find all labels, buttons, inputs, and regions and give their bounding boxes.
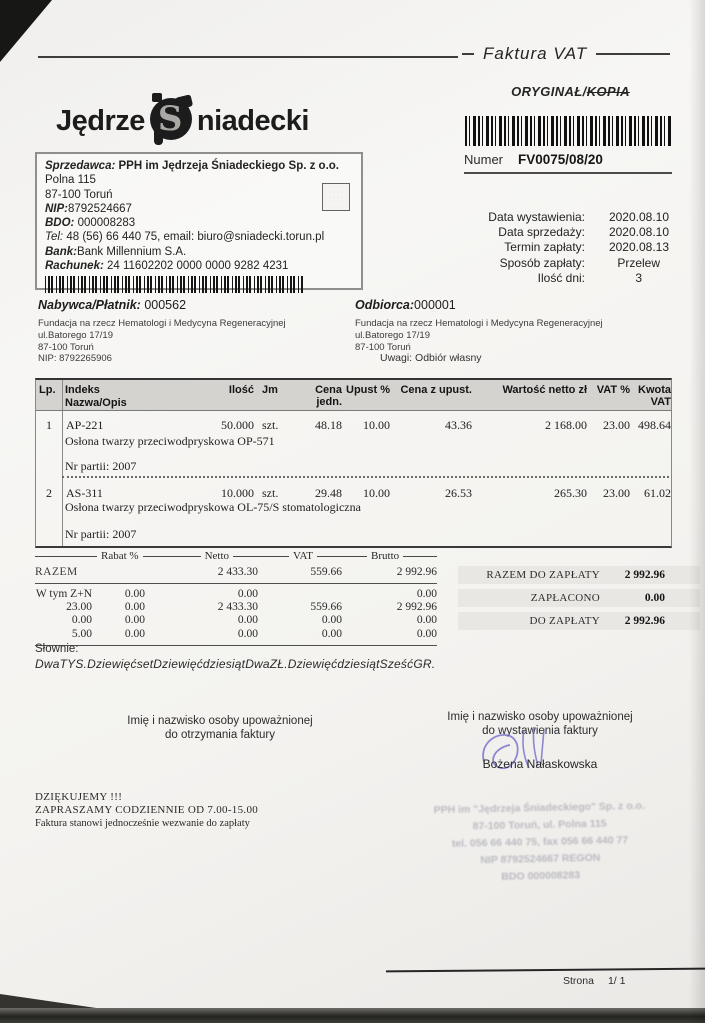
col-discount: Upust % <box>346 384 390 396</box>
copy-type-kopia-struck: KOPIA <box>586 84 630 99</box>
col-price: Cena jedn. <box>315 384 342 408</box>
item-vat-amount: 498.64 <box>638 418 671 432</box>
signature-block-receiver <box>95 714 345 742</box>
handwritten-signature <box>468 722 592 784</box>
item-price: 48.18 <box>315 418 342 432</box>
item-qty: 50.000 <box>221 418 254 432</box>
buyer-address-line: ul.Batorego 17/19 <box>38 329 114 341</box>
buyer-code: 000562 <box>144 298 187 312</box>
sum-rate: 23.00 <box>66 601 92 614</box>
invoice-number-label: Numer <box>464 152 504 167</box>
buyer-address-line: Fundacja na rzecz Hematologi i Medycyna Regeneracyjnej <box>38 318 286 329</box>
logo-text-left: Jędrze <box>56 104 145 137</box>
page-footer-rule <box>386 968 705 973</box>
scan-corner-artifact <box>0 0 52 62</box>
sum-col-vat: VAT <box>293 550 314 562</box>
sum-rate: 0.00 <box>71 614 92 627</box>
document-title: Faktura VAT <box>483 44 588 63</box>
logo-text-right: niadecki <box>196 104 309 137</box>
stamp-line: PPH im "Jędrzeja Śniadeckiego" Sp. z o.o. <box>433 799 646 817</box>
col-vat-rate: VAT % <box>596 384 630 396</box>
sum-netto: 0.00 <box>237 614 258 627</box>
to-pay-value: 2 992.96 <box>624 615 665 627</box>
seller-bank: Bank Millennium S.A. <box>76 245 187 258</box>
meta-label-payment-method: Sposób zapłaty: <box>499 255 585 270</box>
seller-street: Polna 115 <box>45 174 96 187</box>
item-net: 265.30 <box>554 486 587 500</box>
invoice-number-barcode <box>465 116 671 146</box>
sum-netto: 0.00 <box>237 627 258 640</box>
paid-value: 0.00 <box>644 592 665 604</box>
to-pay-row <box>458 612 700 630</box>
remarks-label: Uwagi: <box>380 352 413 364</box>
recipient-address-line: ul.Batorego 17/19 <box>355 329 431 341</box>
footer-thanks: DZIĘKUJEMY !!! <box>35 791 123 803</box>
sum-rate: 5.00 <box>71 627 92 640</box>
buyer-address <box>38 318 286 365</box>
stamp-line: 87-100 Toruń, ul. Polna 115 <box>472 817 607 833</box>
item-unit: szt. <box>262 418 279 432</box>
col-net: Wartość netto zł <box>502 384 587 396</box>
item-vat-rate: 23.00 <box>603 418 630 432</box>
scan-edge-artifact <box>0 1008 705 1023</box>
sum-rabat: 0.00 <box>124 614 145 627</box>
sum-rate-rows <box>35 588 437 641</box>
item-discount: 10.00 <box>363 418 390 432</box>
copy-type-label <box>468 84 673 99</box>
sum-rabat: 0.00 <box>124 588 145 600</box>
vat-summary-table <box>35 550 437 646</box>
total-due-row <box>458 566 700 584</box>
footer-hours: ZAPRASZAMY CODZIENNIE OD 7.00-15.00 <box>35 804 259 816</box>
company-stamp <box>417 797 663 887</box>
seller-bdo-label: BDO: <box>45 217 75 230</box>
recipient-header <box>355 298 456 312</box>
title-dash-right <box>596 53 670 55</box>
invoice-meta-block <box>420 210 669 286</box>
col-unit: Jm <box>262 384 278 396</box>
sig-receiver-line1: Imię i nazwisko osoby upoważnionej <box>127 715 313 727</box>
recipient-address <box>355 318 603 353</box>
sum-rate-row <box>35 614 437 627</box>
page-number-value: 1/ 1 <box>607 975 626 987</box>
sum-rate-row <box>35 588 437 601</box>
item-lp: 2 <box>46 486 52 500</box>
item-batch: Nr partii: 2007 <box>65 459 137 473</box>
meta-label-days: Ilość dni: <box>537 270 585 285</box>
table-row <box>36 478 671 548</box>
remarks-row <box>380 352 482 364</box>
seller-bank-label: Bank: <box>45 245 77 258</box>
meta-label-due-date: Termin zapłaty: <box>504 240 585 255</box>
top-rule <box>38 56 458 58</box>
scan-shadow <box>689 0 705 1023</box>
company-logo <box>56 96 309 146</box>
seller-account: 24 11602202 0000 0000 9282 4231 <box>107 260 289 273</box>
stamp-line: tel. 056 66 440 75, fax 056 66 440 77 <box>451 834 629 850</box>
to-pay-label: DO ZAPŁATY <box>529 615 600 627</box>
title-dash-left <box>462 53 474 55</box>
seller-info-box <box>35 152 363 290</box>
col-qty: Ilość <box>228 384 254 396</box>
seller-label: Sprzedawca: <box>45 160 116 172</box>
remarks-value: Odbiór własny <box>415 352 482 364</box>
item-lp: 1 <box>46 418 52 432</box>
footer-note: Faktura stanowi jednocześnie wezwanie do zapłaty <box>35 818 250 829</box>
col-vat-amount: Kwota VAT <box>638 384 671 408</box>
sum-vat: 559.66 <box>310 601 342 614</box>
document-title-row <box>462 44 670 64</box>
meta-value-issue-date: 2020.08.10 <box>608 210 669 224</box>
page-number-label: Strona <box>563 975 594 987</box>
recipient-label: Odbiorca: <box>355 298 415 312</box>
seller-account-label: Rachunek: <box>45 260 104 273</box>
sum-col-brutto: Brutto <box>371 550 400 562</box>
sum-razem-row <box>35 565 437 579</box>
sum-netto: 0.00 <box>237 588 258 600</box>
meta-label-sale-date: Data sprzedaży: <box>498 225 585 240</box>
item-price-disc: 26.53 <box>445 486 472 500</box>
item-index: AS-311 <box>66 486 103 500</box>
logo-monogram-icon: S <box>146 96 196 146</box>
item-qty: 10.000 <box>221 486 254 500</box>
sum-rate-row <box>35 601 437 614</box>
item-batch: Nr partii: 2007 <box>65 527 137 541</box>
in-words-label: Słownie: <box>35 643 79 655</box>
meta-value-sale-date: 2020.08.10 <box>608 225 669 240</box>
invoice-number-value: FV0075/08/20 <box>518 152 603 167</box>
items-table-header <box>35 378 672 411</box>
seller-name: PPH im Jędrzeja Śniadeckiego Sp. z o.o. <box>118 160 339 172</box>
col-name: Nazwa/Opis <box>65 397 127 409</box>
item-net: 2 168.00 <box>545 418 587 432</box>
sum-col-rabat: Rabat % <box>101 550 139 562</box>
seller-bdo: 000008283 <box>77 217 136 230</box>
sum-rate: W tym Z+N <box>35 588 92 600</box>
recipient-code: 000001 <box>414 298 456 312</box>
sig-issuer-line2: do wystawienia faktury <box>482 725 598 737</box>
sum-razem-vat: 559.66 <box>310 566 342 578</box>
buyer-header <box>38 298 186 312</box>
seller-tel: 48 (56) 66 440 75, email: biuro@sniadecki.torun.pl <box>66 231 325 244</box>
col-index: Indeks <box>65 384 100 396</box>
buyer-address-line: 87-100 Toruń <box>38 341 94 353</box>
issuer-name: Bożena Nałaskowska <box>482 757 598 771</box>
seller-tel-label: Tel: <box>45 231 64 244</box>
sum-col-netto: Netto <box>204 550 230 562</box>
item-price: 29.48 <box>315 486 342 500</box>
qr-code <box>323 184 349 210</box>
sum-vat: 0.00 <box>321 614 342 627</box>
sum-razem-netto: 2 433.30 <box>217 566 258 578</box>
meta-value-due-date: 2020.08.13 <box>608 240 669 255</box>
seller-barcode <box>45 276 303 293</box>
sum-rabat: 0.00 <box>124 627 145 640</box>
stamp-line: NIP 8792524667 REGON <box>480 851 601 867</box>
recipient-address-line: 87-100 Toruń <box>355 341 411 353</box>
item-name: Osłona twarzy przeciwodpryskowa OL-75/S stomatologiczna <box>65 500 361 514</box>
total-due-value: 2 992.96 <box>624 569 665 581</box>
meta-value-days: 3 <box>635 270 642 285</box>
copy-type-original: ORYGINAŁ/ <box>511 84 587 99</box>
sum-brutto: 0.00 <box>416 614 437 627</box>
sig-issuer-line1: Imię i nazwisko osoby upoważnionej <box>447 711 633 723</box>
sum-rate-row <box>35 628 437 641</box>
vat-summary-header <box>35 550 437 562</box>
seller-nip-label: NIP: <box>45 202 68 215</box>
seller-nip: 8792524667 <box>68 202 132 215</box>
recipient-address-line: Fundacja na rzecz Hematologi i Medycyna Regeneracyjnej <box>355 318 603 329</box>
item-name: Osłona twarzy przeciwodpryskowa OP-571 <box>65 434 275 448</box>
sum-netto: 2 433.30 <box>217 601 258 614</box>
paid-row <box>458 589 700 607</box>
table-row <box>36 411 671 478</box>
meta-label-issue-date: Data wystawienia: <box>488 210 585 224</box>
seller-city: 87-100 Toruń <box>45 188 113 201</box>
sum-brutto: 2 992.96 <box>396 601 437 614</box>
sum-rabat: 0.00 <box>124 601 145 614</box>
item-discount: 10.00 <box>363 486 390 500</box>
item-unit: szt. <box>262 486 279 500</box>
item-index: AP-221 <box>66 418 104 432</box>
in-words-text: DwaTYS.DziewięćsetDziewięćdziesiątDwaZŁ.DziewięćdziesiątSześćGR. <box>35 657 436 671</box>
items-table-body <box>35 411 672 548</box>
sum-vat <box>258 588 342 601</box>
col-lp: Lp. <box>39 384 56 396</box>
totals-box <box>458 566 700 635</box>
sum-vat: 0.00 <box>321 627 342 640</box>
item-vat-amount: 61.02 <box>644 486 671 500</box>
buyer-nip: NIP: 8792265906 <box>38 353 112 365</box>
sum-razem-brutto: 2 992.96 <box>396 566 437 578</box>
sum-razem-label: RAZEM <box>35 566 78 578</box>
stamp-line: BDO 000008283 <box>501 869 581 883</box>
item-price-disc: 43.36 <box>445 418 472 432</box>
total-due-label: RAZEM DO ZAPŁATY <box>486 569 600 581</box>
col-price-disc: Cena z upust. <box>400 384 472 396</box>
paid-label: ZAPŁACONO <box>530 592 600 604</box>
sum-brutto: 0.00 <box>416 627 437 640</box>
item-vat-rate: 23.00 <box>603 486 630 500</box>
page-number <box>563 975 625 987</box>
meta-value-payment-method: Przelew <box>617 255 660 270</box>
sig-receiver-line2: do otrzymania faktury <box>165 729 275 741</box>
buyer-label: Nabywca/Płatnik: <box>38 298 141 312</box>
invoice-number-row <box>464 152 672 174</box>
sum-brutto: 0.00 <box>416 588 437 600</box>
